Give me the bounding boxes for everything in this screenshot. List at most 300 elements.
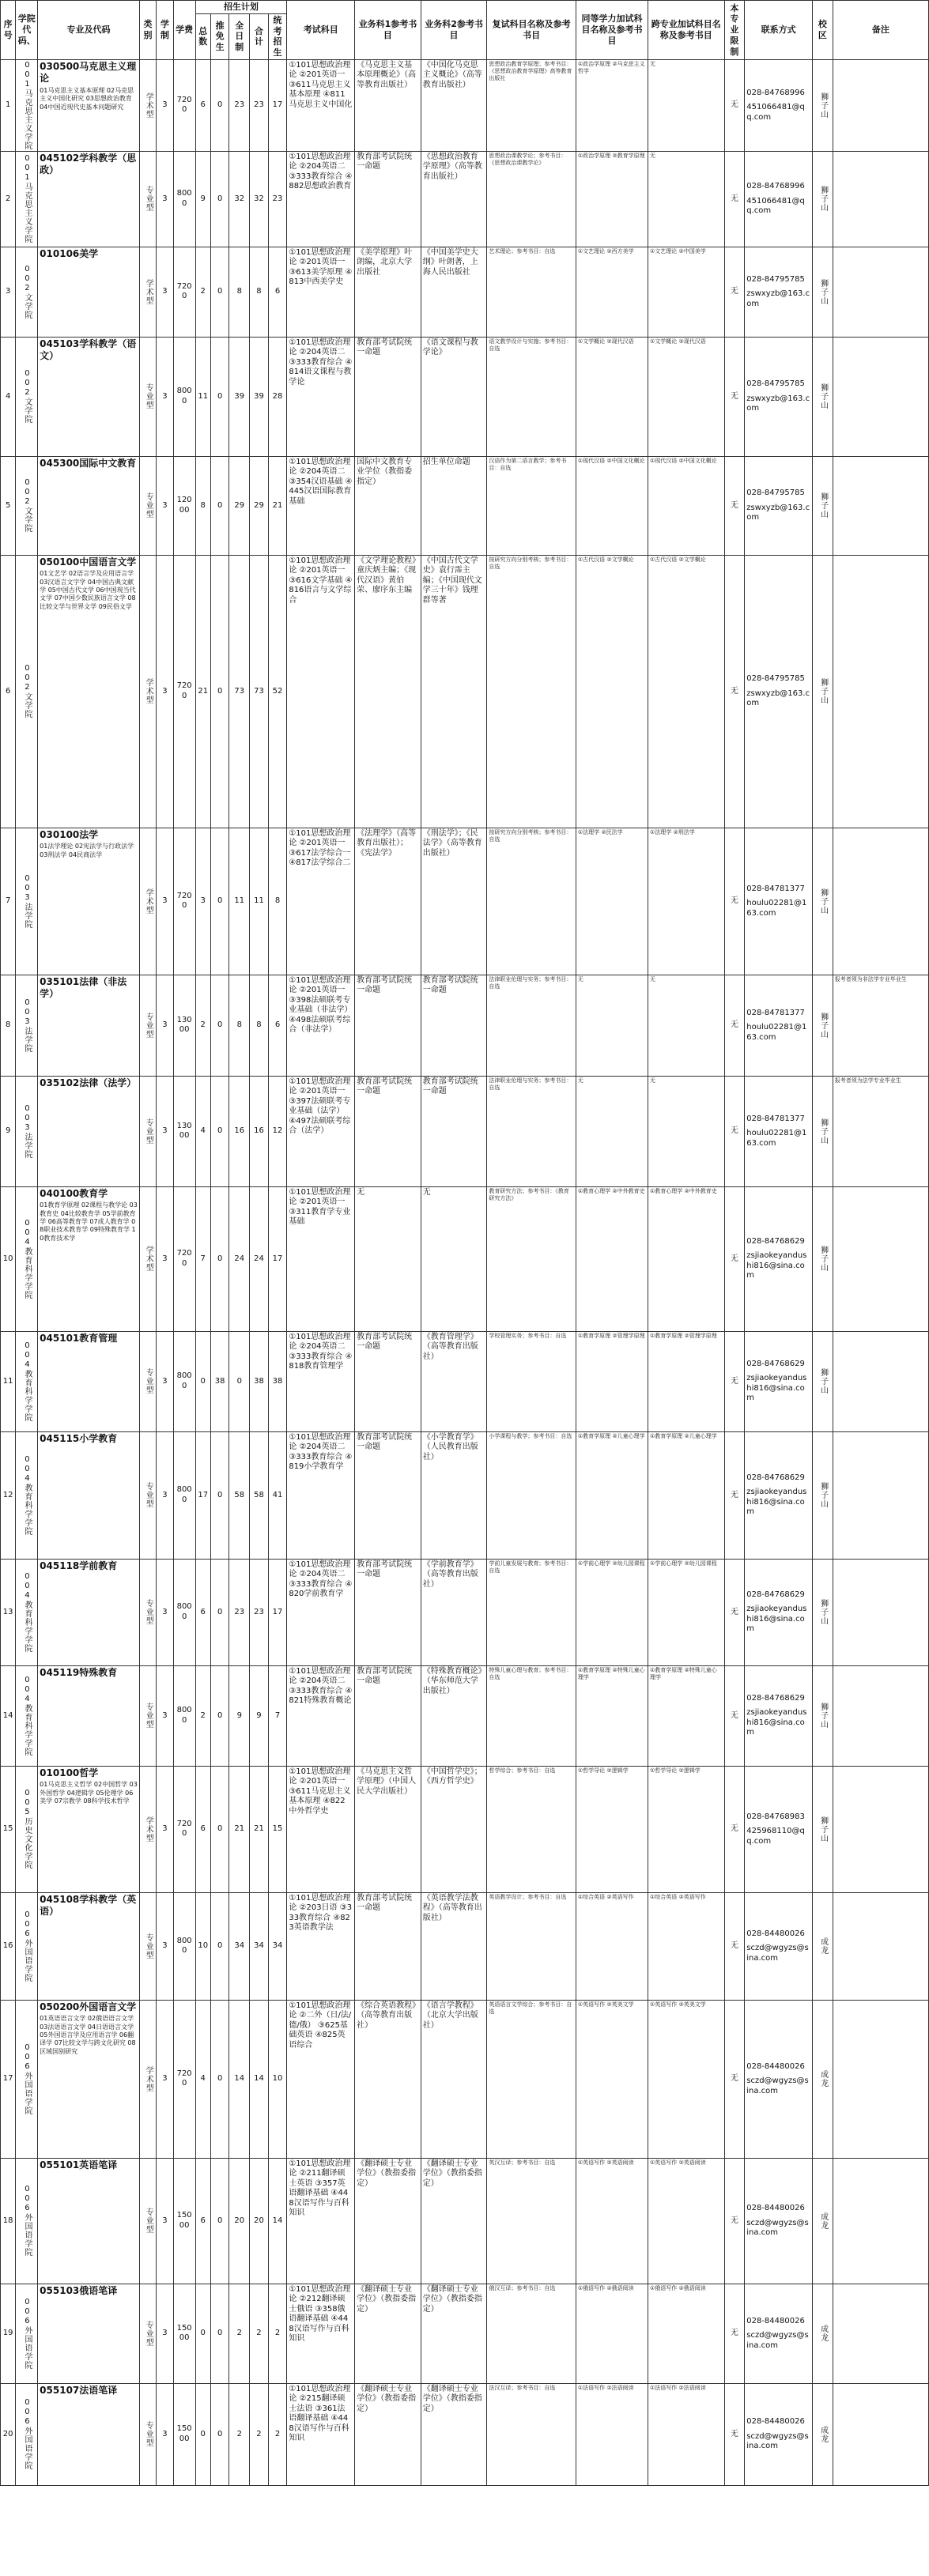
campus-text: 狮子山 [818, 383, 828, 410]
undergrad-cell: 无 [724, 247, 745, 337]
years-cell: 3 [157, 1892, 173, 2000]
exempt-cell: 0 [210, 1665, 229, 1766]
category-cell [139, 1559, 156, 1665]
table-body [1, 59, 929, 2485]
category-cell [139, 1665, 156, 1766]
fulltime-cell: 34 [229, 1892, 250, 2000]
equiv-cell: ①法语写作 ②法语阅读 [576, 2383, 648, 2485]
contact-phone: 028-84480026 [746, 2316, 805, 2325]
exam-cell: ①101思想政治理论 ②201英语一 ③616文学基础 ④816语言与文学综合 [287, 555, 355, 828]
fulltime-cell: 9 [229, 1665, 250, 1766]
remarks-cell [833, 828, 928, 975]
total-cell: 2 [195, 975, 210, 1076]
contact-cell [745, 337, 813, 456]
prof2-cell: 无 [421, 1186, 487, 1331]
contact-cell [745, 456, 813, 555]
school-text: 003法学院 [22, 873, 32, 929]
years-cell: 3 [157, 59, 173, 151]
campus-cell [813, 1186, 833, 1331]
total-cell: 6 [195, 59, 210, 151]
prof2-cell: 《语文课程与教学论》 [421, 337, 487, 456]
seq-cell: 8 [1, 975, 16, 1076]
category-cell [139, 456, 156, 555]
remarks-cell: 报考者须为法学专业毕业生 [833, 1076, 928, 1186]
combined-cell: 32 [250, 151, 269, 247]
undergrad-cell: 无 [724, 1559, 745, 1665]
school-cell [16, 1076, 38, 1186]
campus-text: 狮子山 [818, 1816, 828, 1842]
remarks-cell [833, 1431, 928, 1559]
contact-cell [745, 2284, 813, 2383]
remarks-cell [833, 1186, 928, 1331]
cross-cell: ①哲学导论 ②逻辑学 [648, 1766, 724, 1892]
fulltime-cell: 8 [229, 975, 250, 1076]
school-cell [16, 1665, 38, 1766]
school-text: 004教育科学学院 [22, 1675, 32, 1756]
exam-cell: ①101思想政治理论 ②204英语二 ③333教育综合 ④818教育管理学 [287, 1331, 355, 1431]
retest-cell: 英汉互译；参考书目：自选 [487, 2158, 576, 2284]
undergrad-cell: 无 [724, 975, 745, 1076]
tuition-cell: 12000 [173, 456, 195, 555]
table-row [1, 1559, 929, 1665]
tuition-cell: 7200 [173, 555, 195, 828]
major-cell [38, 456, 140, 555]
school-cell [16, 456, 38, 555]
header-school: 学院代码、 [16, 1, 38, 60]
contact-cell [745, 1331, 813, 1431]
years-cell: 3 [157, 1331, 173, 1431]
retest-cell: 法律职业伦理与实务；参考书目：自选 [487, 975, 576, 1076]
school-cell [16, 59, 38, 151]
undergrad-cell: 无 [724, 1186, 745, 1331]
unified-cell: 2 [268, 2284, 287, 2383]
remarks-cell [833, 1892, 928, 2000]
prof1-cell: 教育部考试院统一命题 [355, 1076, 421, 1186]
campus-cell [813, 456, 833, 555]
seq-cell: 14 [1, 1665, 16, 1766]
school-text: 004教育科学学院 [22, 1341, 32, 1422]
unified-cell: 41 [268, 1431, 287, 1559]
contact-cell [745, 2383, 813, 2485]
major-cell [38, 975, 140, 1076]
exam-cell: ①101思想政治理论 ②203日语 ③333教育综合 ④823英语教学法 [287, 1892, 355, 2000]
campus-cell [813, 337, 833, 456]
school-cell [16, 2000, 38, 2158]
retest-cell: 按研究方向分别考核；参考书目：自选 [487, 555, 576, 828]
contact-email: zsjiaokeyandushi816@sina.com [746, 1488, 807, 1517]
exam-cell: ①101思想政治理论 ②201英语一 ③611马克思主义基本原理 ④811马克思主义中国化 [287, 59, 355, 151]
retest-cell: 法律职业伦理与实务；参考书目：自选 [487, 1076, 576, 1186]
seq-cell: 20 [1, 2383, 16, 2485]
prof1-cell: 教育部考试院统一命题 [355, 1431, 421, 1559]
cross-cell: ①文艺理论 ②中国美学 [648, 247, 724, 337]
years-cell: 3 [157, 247, 173, 337]
category-cell [139, 975, 156, 1076]
exempt-cell: 0 [210, 2000, 229, 2158]
exempt-cell: 0 [210, 1431, 229, 1559]
contact-phone: 028-84768629 [746, 1473, 805, 1482]
retest-cell: 学前儿童发展与教育；参考书目：自选 [487, 1559, 576, 1665]
contact-phone: 028-84795785 [746, 379, 805, 388]
remarks-cell [833, 555, 928, 828]
exam-cell: ①101思想政治理论 ②204英语二 ③333教育综合 ④820学前教育学 [287, 1559, 355, 1665]
retest-cell: 思想政治课教学论；参考书目：《思想政治课教学论》 [487, 151, 576, 247]
school-cell [16, 247, 38, 337]
prof2-cell: 《学前教育学》（高等教育出版社） [421, 1559, 487, 1665]
tuition-cell: 8000 [173, 1431, 195, 1559]
undergrad-cell: 无 [724, 59, 745, 151]
category-text: 专业型 [144, 1703, 153, 1729]
category-text: 专业型 [144, 2320, 153, 2347]
remarks-cell [833, 1665, 928, 1766]
exam-cell: ①101思想政治理论 ②二外（日/法/德/俄） ③625基础英语 ④825英语综合 [287, 2000, 355, 2158]
major-cell [38, 2000, 140, 2158]
contact-email: 451066481@qq.com [746, 103, 805, 122]
campus-text: 成龙 [818, 2325, 828, 2343]
exempt-cell: 0 [210, 1076, 229, 1186]
unified-cell: 52 [268, 555, 287, 828]
major-code: 045300国际中文教育 [40, 457, 137, 469]
contact-cell [745, 828, 813, 975]
contact-email: zsjiaokeyandushi816@sina.com [746, 1708, 807, 1737]
unified-cell: 7 [268, 1665, 287, 1766]
unified-cell: 2 [268, 2383, 287, 2485]
total-cell: 21 [195, 555, 210, 828]
campus-text: 狮子山 [818, 1118, 828, 1145]
exempt-cell: 0 [210, 1559, 229, 1665]
table-row [1, 555, 929, 828]
major-cell [38, 59, 140, 151]
contact-phone: 028-84480026 [746, 2417, 805, 2426]
contact-phone: 028-84781377 [746, 1114, 805, 1123]
school-cell [16, 2383, 38, 2485]
header-tuition: 学费 [173, 1, 195, 60]
major-cell [38, 1665, 140, 1766]
exempt-cell: 0 [210, 1186, 229, 1331]
campus-text: 狮子山 [818, 92, 828, 119]
campus-cell [813, 828, 833, 975]
prof1-cell: 无 [355, 1186, 421, 1331]
remarks-cell [833, 1559, 928, 1665]
retest-cell: 艺术理论；参考书目：自选 [487, 247, 576, 337]
category-text: 专业型 [144, 186, 153, 213]
total-cell: 2 [195, 1665, 210, 1766]
prof1-cell: 教育部考试院统一命题 [355, 1331, 421, 1431]
fulltime-cell: 29 [229, 456, 250, 555]
header-total: 总数 [195, 13, 210, 59]
tuition-cell: 7200 [173, 59, 195, 151]
school-cell [16, 975, 38, 1076]
years-cell: 3 [157, 1559, 173, 1665]
total-cell: 4 [195, 2000, 210, 2158]
tuition-cell: 13000 [173, 975, 195, 1076]
major-code: 030100法学 [40, 828, 99, 840]
cross-cell: 无 [648, 59, 724, 151]
cross-cell: ①英语写作 ②英美文学 [648, 2000, 724, 2158]
category-cell [139, 1431, 156, 1559]
equiv-cell: ①教育学原理 ②管理学原理 [576, 1331, 648, 1431]
contact-cell [745, 1559, 813, 1665]
prof1-cell: 《美学原理》叶朗编，北京大学出版社 [355, 247, 421, 337]
prof2-cell: 《中国化马克思主义概论》（高等教育出版社） [421, 59, 487, 151]
tuition-cell: 8000 [173, 337, 195, 456]
header-prof2: 业务科2参考书目 [421, 1, 487, 60]
school-cell [16, 555, 38, 828]
category-text: 学术型 [144, 278, 153, 305]
years-cell: 3 [157, 828, 173, 975]
category-text: 专业型 [144, 1118, 153, 1145]
campus-text: 狮子山 [818, 678, 828, 705]
combined-cell: 58 [250, 1431, 269, 1559]
major-cell [38, 1331, 140, 1431]
remarks-cell: 报考者须为非法学专业毕业生 [833, 975, 928, 1076]
campus-cell [813, 59, 833, 151]
prof2-cell: 《翻译硕士专业学位》（教指委指定） [421, 2383, 487, 2485]
unified-cell: 17 [268, 1559, 287, 1665]
total-cell: 2 [195, 247, 210, 337]
campus-cell [813, 151, 833, 247]
category-cell [139, 828, 156, 975]
major-cell [38, 247, 140, 337]
school-text: 005历史文化学院 [22, 1789, 32, 1870]
campus-cell [813, 1892, 833, 2000]
major-code: 045119特殊教育 [40, 1666, 118, 1678]
major-directions: 01英语语言文学 02俄语语言文学 03法语语言文学 04日语语言文学 05外国语言学及应用语言学 06翻译学 07比较文学与跨文化研究 08区域国别研究 [40, 2015, 136, 2055]
cross-cell: 无 [648, 975, 724, 1076]
tuition-cell: 8000 [173, 1892, 195, 2000]
major-cell [38, 828, 140, 975]
total-cell: 8 [195, 456, 210, 555]
equiv-cell: ①古代汉语 ②文学概论 [576, 555, 648, 828]
tuition-cell: 7200 [173, 2000, 195, 2158]
school-cell [16, 1431, 38, 1559]
major-cell [38, 555, 140, 828]
contact-phone: 028-84768983 [746, 1812, 805, 1821]
tuition-cell: 7200 [173, 1766, 195, 1892]
school-text: 003法学院 [22, 1103, 32, 1159]
table-row [1, 975, 929, 1076]
fulltime-cell: 8 [229, 247, 250, 337]
contact-phone: 028-84480026 [746, 1929, 805, 1938]
contact-email: sczd@wgyzs@sina.com [746, 2331, 809, 2350]
unified-cell: 21 [268, 456, 287, 555]
major-code: 045102学科教学（思政） [40, 152, 137, 176]
fulltime-cell: 2 [229, 2383, 250, 2485]
school-text: 003法学院 [22, 998, 32, 1053]
equiv-cell: ①英语写作 ②英美文学 [576, 2000, 648, 2158]
retest-cell: 思想政治教育学原理；参考书目：《思想政治教育学原理》高等教育出版社 [487, 59, 576, 151]
major-directions: 01教育学原理 02课程与教学论 03教育史 04比较教育学 05学前教育学 06高等教育学 07成人教育学 08职业技术教育学 09特殊教育学 10教育技术学 [40, 1201, 138, 1242]
school-cell [16, 1766, 38, 1892]
category-cell [139, 1766, 156, 1892]
school-cell [16, 2158, 38, 2284]
years-cell: 3 [157, 456, 173, 555]
contact-email: sczd@wgyzs@sina.com [746, 1944, 809, 1963]
exempt-cell: 0 [210, 59, 229, 151]
contact-email: sczd@wgyzs@sina.com [746, 2431, 809, 2450]
major-cell [38, 1892, 140, 2000]
school-text: 006外国语学院 [22, 1910, 32, 1982]
unified-cell: 34 [268, 1892, 287, 2000]
school-text: 004教育科学学院 [22, 1218, 32, 1299]
contact-email: sczd@wgyzs@sina.com [746, 2076, 809, 2095]
fulltime-cell: 20 [229, 2158, 250, 2284]
contact-phone: 028-84781377 [746, 884, 805, 893]
category-text: 专业型 [144, 492, 153, 519]
undergrad-cell: 无 [724, 1766, 745, 1892]
campus-text: 狮子山 [818, 1246, 828, 1273]
header-seq: 序号 [1, 1, 16, 60]
retest-cell: 学校管理实务；参考书目：自选 [487, 1331, 576, 1431]
prof1-cell: 《综合英语教程》（高等教育出版社） [355, 2000, 421, 2158]
major-cell [38, 1186, 140, 1331]
major-code: 035101法律（非法学） [40, 975, 127, 1000]
campus-cell [813, 555, 833, 828]
school-text: 004教育科学学院 [22, 1454, 32, 1536]
table-row [1, 1186, 929, 1331]
header-exam-subjects: 考试科目 [287, 1, 355, 60]
undergrad-cell: 无 [724, 1076, 745, 1186]
major-cell [38, 2284, 140, 2383]
major-code: 050100中国语言文学 [40, 556, 137, 568]
school-text: 004教育科学学院 [22, 1571, 32, 1653]
fulltime-cell: 73 [229, 555, 250, 828]
exam-cell: ①101思想政治理论 ②212翻译硕士俄语 ③358俄语翻译基础 ④448汉语写作与百科知识 [287, 2284, 355, 2383]
prof2-cell: 《中国美学史大纲》叶朗著，上海人民出版社 [421, 247, 487, 337]
table-row [1, 2284, 929, 2383]
cross-cell: ①俄语写作 ②俄语阅读 [648, 2284, 724, 2383]
combined-cell: 8 [250, 975, 269, 1076]
years-cell: 3 [157, 2383, 173, 2485]
combined-cell: 23 [250, 1559, 269, 1665]
seq-cell: 4 [1, 337, 16, 456]
contact-email: zswxyzb@163.com [746, 503, 810, 522]
equiv-cell: ①哲学导论 ②逻辑学 [576, 1766, 648, 1892]
total-cell: 9 [195, 151, 210, 247]
tuition-cell: 15000 [173, 2158, 195, 2284]
table-row [1, 828, 929, 975]
major-code: 055101英语笔译 [40, 2159, 118, 2171]
combined-cell: 2 [250, 2383, 269, 2485]
contact-cell [745, 1186, 813, 1331]
seq-cell: 6 [1, 555, 16, 828]
school-text: 002文学院 [22, 664, 32, 719]
campus-text: 狮子山 [818, 888, 828, 915]
campus-cell [813, 2158, 833, 2284]
table-row [1, 59, 929, 151]
years-cell: 3 [157, 1076, 173, 1186]
equiv-cell: ①俄语写作 ②俄语阅读 [576, 2284, 648, 2383]
header-category: 类别 [139, 1, 156, 60]
header-equiv: 同等学力加试科目名称及参考书目 [576, 1, 648, 60]
exam-cell: ①101思想政治理论 ②204英语二 ③333教育综合 ④821特殊教育概论 [287, 1665, 355, 1766]
contact-cell [745, 555, 813, 828]
major-cell [38, 337, 140, 456]
retest-cell: 语文教学设计与实施；参考书目：自选 [487, 337, 576, 456]
school-text: 002文学院 [22, 264, 32, 319]
major-code: 055107法语笔译 [40, 2384, 118, 2396]
prof2-cell: 《小学教育学》（人民教育出版社） [421, 1431, 487, 1559]
combined-cell: 38 [250, 1331, 269, 1431]
equiv-cell: ①英语写作 ②英语阅读 [576, 2158, 648, 2284]
major-code: 045115小学教育 [40, 1432, 118, 1444]
tuition-cell: 8000 [173, 1331, 195, 1431]
seq-cell: 5 [1, 456, 16, 555]
major-cell [38, 1559, 140, 1665]
undergrad-cell: 无 [724, 2383, 745, 2485]
major-code: 010106美学 [40, 247, 99, 259]
exempt-cell: 0 [210, 456, 229, 555]
contact-cell [745, 59, 813, 151]
header-exempt: 推免生 [210, 13, 229, 59]
prof1-cell: 教育部考试院统一命题 [355, 975, 421, 1076]
undergrad-cell: 无 [724, 555, 745, 828]
undergrad-cell: 无 [724, 2000, 745, 2158]
seq-cell: 15 [1, 1766, 16, 1892]
prof2-cell: 招生单位命题 [421, 456, 487, 555]
school-text: 002文学院 [22, 369, 32, 424]
category-text: 学术型 [144, 1816, 153, 1842]
campus-cell [813, 1559, 833, 1665]
undergrad-cell: 无 [724, 1892, 745, 2000]
total-cell: 0 [195, 1331, 210, 1431]
campus-cell [813, 1431, 833, 1559]
unified-cell: 10 [268, 2000, 287, 2158]
combined-cell: 23 [250, 59, 269, 151]
remarks-cell [833, 456, 928, 555]
undergrad-cell: 无 [724, 828, 745, 975]
campus-text: 成龙 [818, 2425, 828, 2443]
remarks-cell [833, 1331, 928, 1431]
retest-cell: 按研究方向分别考核；参考书目：自选 [487, 828, 576, 975]
contact-phone: 028-84768629 [746, 1359, 805, 1368]
table-row [1, 1431, 929, 1559]
category-cell [139, 1076, 156, 1186]
prof2-cell: 《翻译硕士专业学位》（教指委指定） [421, 2158, 487, 2284]
school-cell [16, 1559, 38, 1665]
retest-cell: 法汉互译；参考书目：自选 [487, 2383, 576, 2485]
category-cell [139, 1892, 156, 2000]
fulltime-cell: 32 [229, 151, 250, 247]
retest-cell: 小学课程与教学；参考书目：自选 [487, 1431, 576, 1559]
undergrad-cell: 无 [724, 1331, 745, 1431]
exam-cell: ①101思想政治理论 ②201英语一 ③397法硕联考专业基础（法学） ④497法硕联考综合（法学） [287, 1076, 355, 1186]
combined-cell: 9 [250, 1665, 269, 1766]
category-text: 学术型 [144, 92, 153, 119]
exam-cell: ①101思想政治理论 ②204英语二 ③354汉语基础 ④445汉语国际教育基础 [287, 456, 355, 555]
category-cell [139, 555, 156, 828]
contact-cell [745, 1076, 813, 1186]
total-cell: 6 [195, 2158, 210, 2284]
cross-cell: ①英语写作 ②英语阅读 [648, 2158, 724, 2284]
exempt-cell: 0 [210, 2284, 229, 2383]
remarks-cell [833, 247, 928, 337]
total-cell: 17 [195, 1431, 210, 1559]
tuition-cell: 7200 [173, 247, 195, 337]
fulltime-cell: 14 [229, 2000, 250, 2158]
prof2-cell: 《特殊教育概论》（华东师范大学出版社） [421, 1665, 487, 1766]
equiv-cell: ①文艺理论 ②西方美学 [576, 247, 648, 337]
seq-cell: 12 [1, 1431, 16, 1559]
category-cell [139, 59, 156, 151]
prof2-cell: 《中国哲学史》；《西方哲学史》 [421, 1766, 487, 1892]
combined-cell: 2 [250, 2284, 269, 2383]
equiv-cell: ①学前心理学 ②幼儿园课程 [576, 1559, 648, 1665]
prof2-cell: 《思想政治教育学原理》（高等教育出版社） [421, 151, 487, 247]
combined-cell: 8 [250, 247, 269, 337]
seq-cell: 17 [1, 2000, 16, 2158]
years-cell: 3 [157, 2000, 173, 2158]
